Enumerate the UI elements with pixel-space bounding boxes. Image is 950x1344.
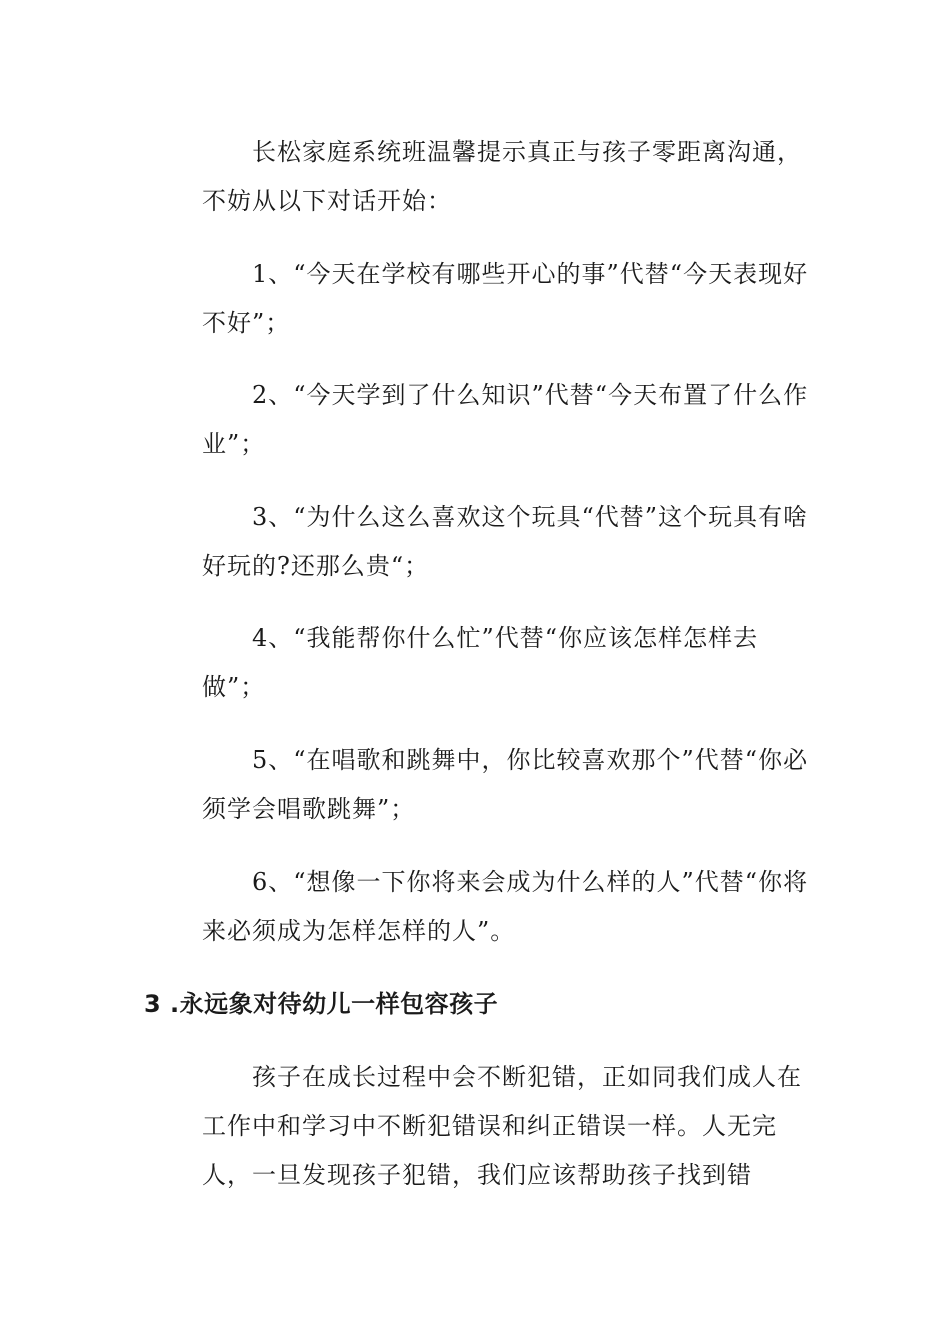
dialogue-item-4: 4、“我能帮你什么忙”代替“你应该怎样怎样去做”； bbox=[202, 624, 759, 701]
intro-paragraph: 长松家庭系统班温馨提示真正与孩子零距离沟通，不妨从以下对话开始： bbox=[202, 138, 802, 215]
dialogue-item-5: 5、“在唱歌和跳舞中，你比较喜欢那个”代替“你必须学会唱歌跳舞”； bbox=[202, 746, 809, 823]
dialogue-item-2: 2、“今天学到了什么知识”代替“今天布置了什么作业”； bbox=[202, 381, 809, 458]
dialogue-item-6: 6、“想像一下你将来会成为什么样的人”代替“你将来必须成为怎样怎样的人”。 bbox=[202, 868, 809, 945]
section-body-paragraph: 孩子在成长过程中会不断犯错，正如同我们成人在工作中和学习中不断犯错误和纠正错误一样。人无完人，一旦发现孩子犯错，我们应该帮助孩子找到错 bbox=[202, 1063, 802, 1189]
dialogue-item-1: 1、“今天在学校有哪些开心的事”代替“今天表现好不好”； bbox=[202, 260, 809, 337]
dialogue-item-3: 3、“为什么这么喜欢这个玩具“代替”这个玩具有啥好玩的?还那么贵“； bbox=[202, 503, 809, 580]
section-heading: 3 .永远象对待幼儿一样包容孩子 bbox=[144, 990, 499, 1018]
